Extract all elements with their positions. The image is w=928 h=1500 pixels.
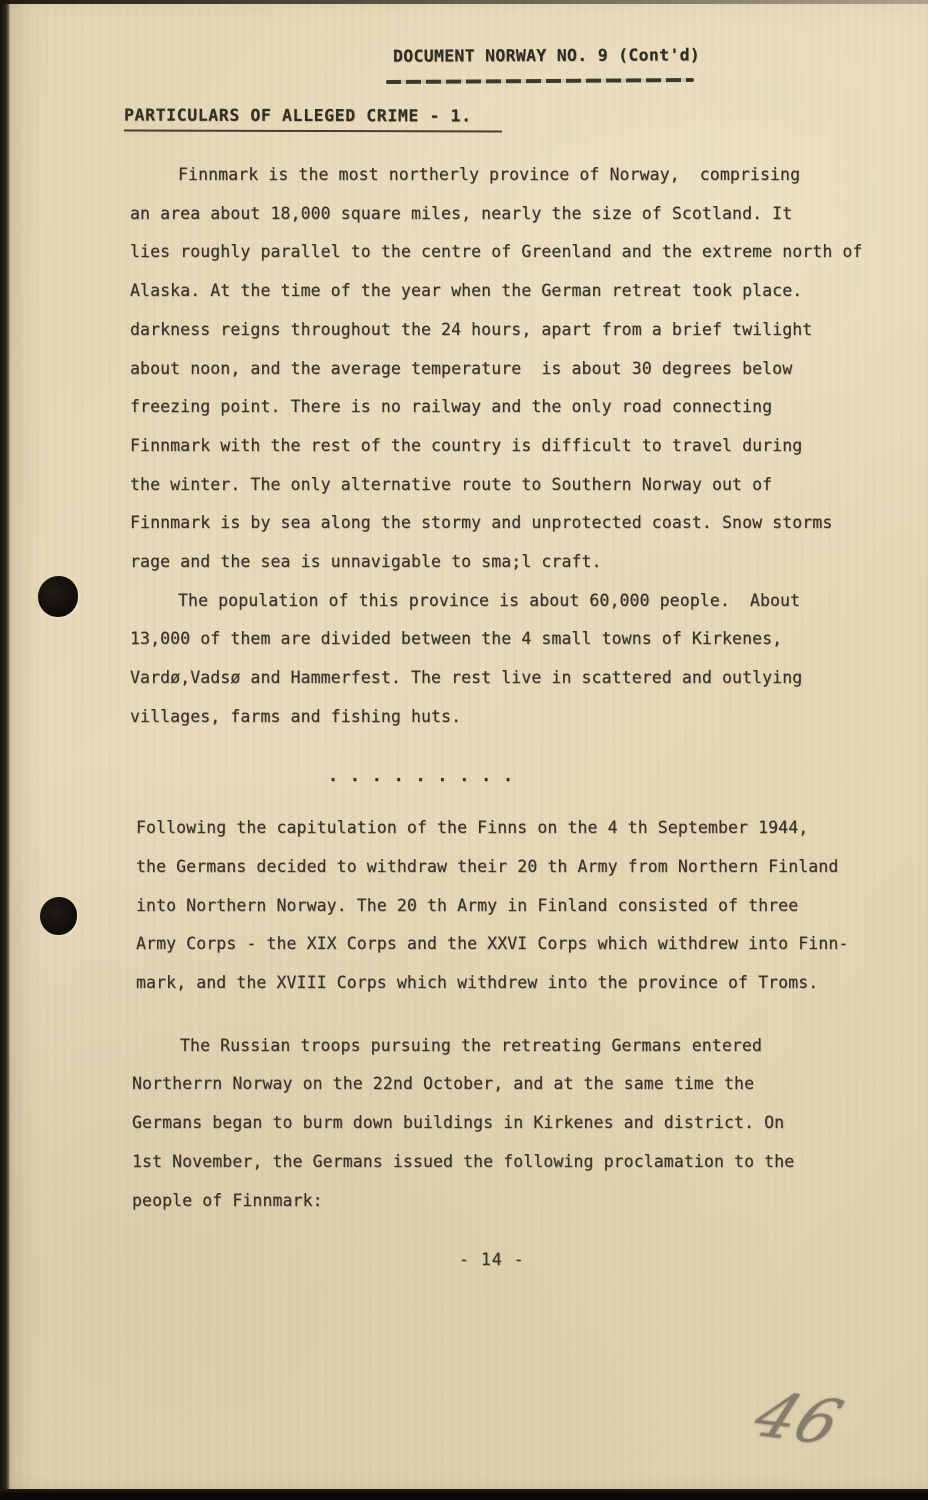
punch-hole-top bbox=[38, 576, 78, 617]
text-line: Vardø,Vadsø and Hammerfest. The rest live in scattered and outlying bbox=[130, 668, 803, 688]
text-line: people of Finnmark: bbox=[132, 1190, 323, 1210]
paragraph bbox=[130, 156, 890, 582]
text-line: Army Corps - the XIX Corps and the XXVI Corps which withdrew into Finn- bbox=[136, 934, 849, 954]
text-line: rage and the sea is unnavigable to sma;l craft. bbox=[130, 552, 602, 572]
scan-edge-left bbox=[0, 0, 10, 1500]
text-line: villages, farms and fishing huts. bbox=[130, 706, 462, 726]
page-number: - 14 - bbox=[459, 1250, 525, 1269]
document-body bbox=[130, 156, 890, 1220]
text-line: an area about 18,000 square miles, nearly the size of Scotland. It bbox=[130, 203, 793, 223]
paragraph bbox=[130, 582, 890, 737]
paragraph bbox=[132, 1027, 890, 1221]
text-line: into Northern Norway. The 20 th Army in Finland consisted of three bbox=[136, 895, 799, 915]
header-underline bbox=[386, 78, 694, 84]
text-line: lies roughly parallel to the centre of Greenland and the extreme north of bbox=[130, 242, 863, 262]
text-line: The Russian troops pursuing the retreating Germans entered bbox=[180, 1035, 762, 1055]
scan-edge-bottom bbox=[0, 1489, 928, 1500]
punch-hole-bottom bbox=[40, 897, 77, 935]
dots-separator: . . . . . . . . . bbox=[328, 765, 514, 785]
text-line: Northerrn Norway on the 22nd October, and at the same time the bbox=[132, 1074, 755, 1094]
text-line: Following the capitulation of the Finns on the 4 th September 1944, bbox=[136, 818, 809, 838]
text-line: Finnmark is the most northerly province of Norway, comprising bbox=[178, 165, 801, 184]
scan-edge-top bbox=[0, 0, 928, 4]
text-line: The population of this province is about 60,000 people. About bbox=[178, 590, 801, 610]
document-header: DOCUMENT NORWAY NO. 9 (Cont'd) bbox=[392, 45, 701, 66]
text-line: about noon, and the average temperature is about 30 degrees below bbox=[130, 358, 793, 378]
text-line: Germans began to burm down buildings in Kirkenes and district. On bbox=[132, 1113, 785, 1133]
text-line: darkness reigns throughout the 24 hours, apart from a brief twilight bbox=[130, 319, 813, 339]
text-line: Finnmark is by sea along the stormy and unprotected coast. Snow storms bbox=[130, 513, 833, 533]
text-line: 1st November, the Germans issued the following proclamation to the bbox=[132, 1151, 795, 1171]
text-line: 13,000 of them are divided between the 4 small towns of Kirkenes, bbox=[130, 629, 783, 649]
text-line: Finnmark with the rest of the country is difficult to travel during bbox=[130, 435, 803, 455]
text-line: the Germans decided to withdraw their 20 th Army from Northern Finland bbox=[136, 856, 839, 876]
section-title: PARTICULARS OF ALLEGED CRIME - 1. bbox=[124, 106, 502, 133]
text-line: Alaska. At the time of the year when the German retreat took place. bbox=[130, 281, 803, 301]
text-line: freezing point. There is no railway and the only road connecting bbox=[130, 397, 773, 417]
text-line: mark, and the XVIII Corps which withdrew into the province of Troms. bbox=[136, 973, 819, 993]
handwritten-folio-number: 46 bbox=[743, 1378, 854, 1459]
paragraph bbox=[136, 809, 890, 1003]
text-line: the winter. The only alternative route to Southern Norway out of bbox=[130, 474, 773, 494]
